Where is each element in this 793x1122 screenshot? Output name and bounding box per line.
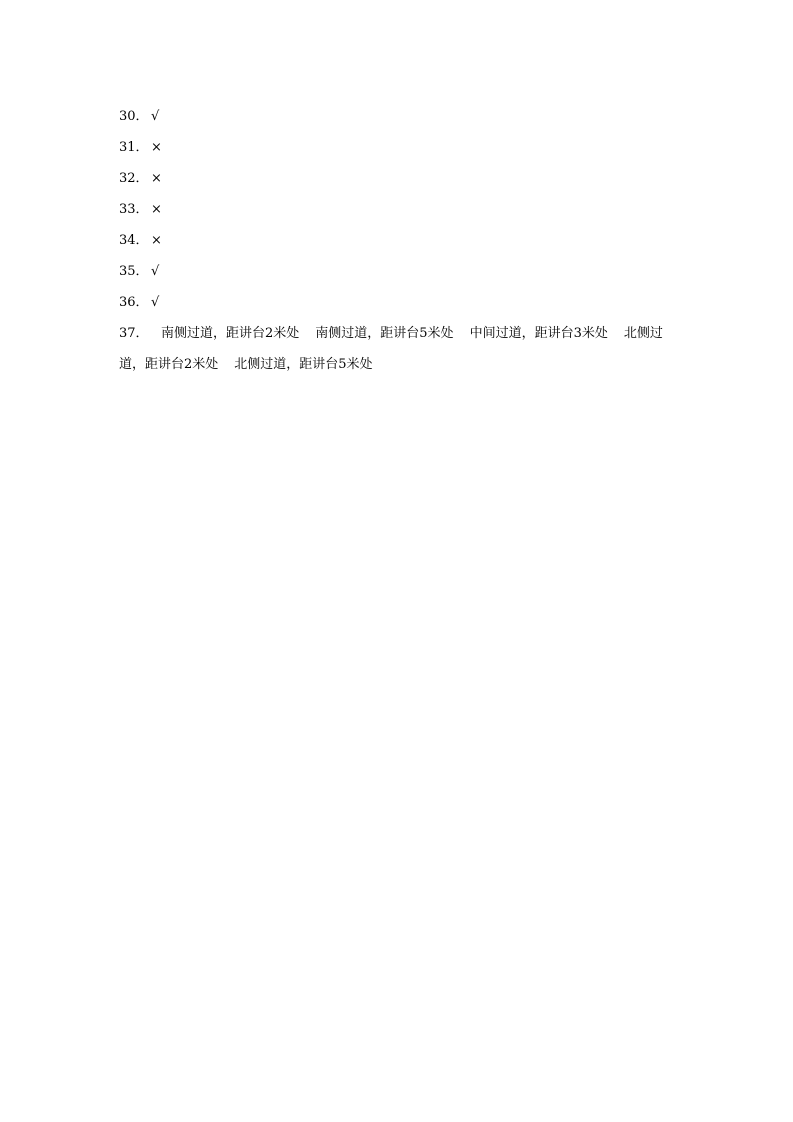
question-number: 36． [119, 295, 149, 310]
answer-30 [119, 101, 679, 132]
answer-part: 北侧过道，距讲台2米处 [119, 326, 663, 372]
answer-mark: × [151, 202, 162, 217]
answer-36 [119, 287, 679, 318]
question-number: 32． [119, 171, 149, 186]
question-number: 35． [119, 264, 149, 279]
answer-part: 南侧过道，距讲台2米处 [161, 326, 300, 341]
answer-part: 北侧过道，距讲台5米处 [234, 357, 373, 372]
answer-mark: √ [151, 295, 160, 310]
question-number: 30． [119, 109, 149, 124]
answer-part: 南侧过道，距讲台5米处 [315, 326, 454, 341]
answer-37 [119, 318, 679, 380]
question-number: 33． [119, 202, 149, 217]
question-number: 37． [119, 326, 149, 341]
question-number: 31． [119, 140, 149, 155]
answer-mark: √ [151, 264, 160, 279]
answer-mark: × [151, 171, 162, 186]
answer-34 [119, 225, 679, 256]
answer-mark: × [151, 233, 162, 248]
answer-mark: × [151, 140, 162, 155]
answer-part: 中间过道，距讲台3米处 [469, 326, 608, 341]
answer-31 [119, 132, 679, 163]
question-number: 34． [119, 233, 149, 248]
answer-35 [119, 256, 679, 287]
answer-mark: √ [151, 109, 160, 124]
answer-32 [119, 163, 679, 194]
answer-list [119, 101, 679, 380]
answer-33 [119, 194, 679, 225]
